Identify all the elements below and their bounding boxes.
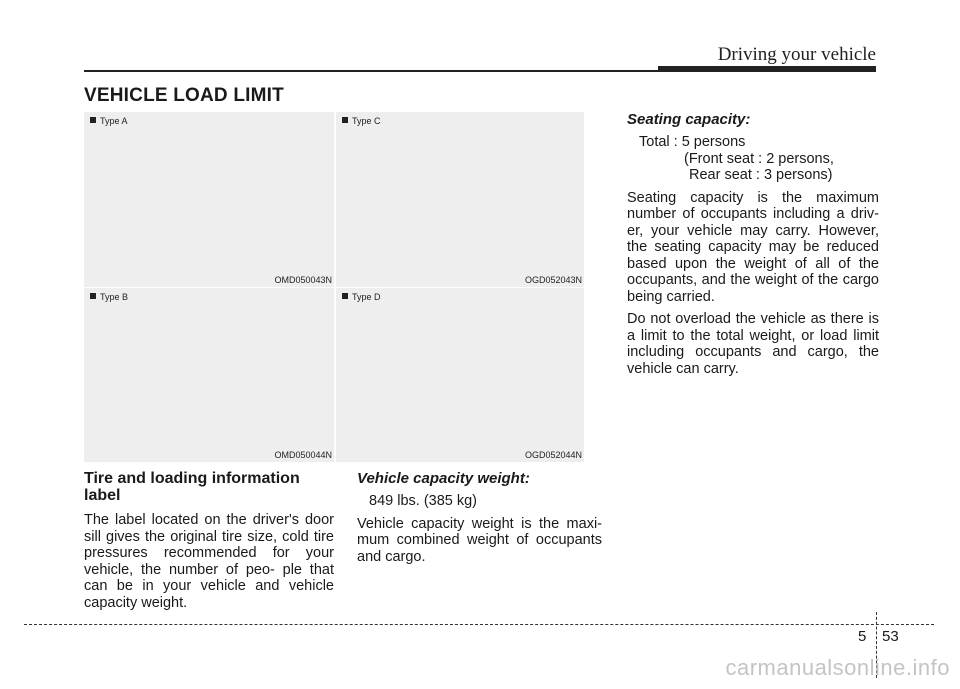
- seating-rear: Rear seat : 3 persons): [689, 167, 833, 183]
- left-column: [84, 470, 334, 611]
- capacity-weight-value: 849 lbs. (385 kg): [369, 493, 478, 509]
- capacity-weight-body: Vehicle capacity weight is the maxi- mum combined weight of occupants and cargo.: [357, 515, 602, 565]
- seating-total: Total : 5 persons: [639, 134, 746, 150]
- header-rule-accent: [658, 66, 876, 72]
- image-panel-type-b: [84, 288, 334, 462]
- seating-front: (Front seat : 2 persons,: [684, 150, 834, 167]
- right-column: [627, 111, 879, 377]
- square-bullet-icon: [90, 117, 96, 123]
- running-header: Driving your vehicle: [717, 44, 876, 65]
- footer-dashed-rule: [24, 624, 934, 625]
- panel-code: OMD050043N: [274, 275, 332, 285]
- panel-code: OMD050044N: [274, 450, 332, 460]
- tire-label-body: The label located on the driver's door sill gives the original tire size, cold tire pressures recommended for your vehicle, the number of peo- ple that can be in your vehicle and vehicle capacity weight.: [84, 512, 334, 611]
- seating-capacity-heading: Seating capacity:: [627, 111, 751, 128]
- panel-type-label: Type A: [100, 116, 128, 126]
- seating-para-2: Do not overload the vehicle as there is a limit to the total weight, or load limit including occupants and cargo, the vehicle can carry.: [627, 311, 879, 377]
- square-bullet-icon: [342, 293, 348, 299]
- image-panel-type-a: [84, 112, 334, 287]
- panel-type-label: Type B: [100, 292, 129, 302]
- section-title: VEHICLE LOAD LIMIT: [84, 85, 284, 106]
- chapter-number: 5: [858, 628, 867, 645]
- watermark: carmanualsonline.info: [725, 655, 950, 680]
- page-number: 53: [882, 628, 899, 645]
- square-bullet-icon: [90, 293, 96, 299]
- header-rule: [84, 70, 660, 72]
- capacity-weight-heading: Vehicle capacity weight:: [357, 470, 530, 487]
- panel-type-label: Type C: [352, 116, 381, 126]
- panel-code: OGD052043N: [524, 275, 582, 285]
- seating-para-1: Seating capacity is the maximum number of occupants including a driv- er, your vehicle may carry. However, the seating capacity may be reduced based upon the weight of all of the occupants, and the weight of the cargo being carried.: [627, 189, 879, 305]
- square-bullet-icon: [342, 117, 348, 123]
- middle-column: [357, 470, 602, 565]
- tire-label-heading: Tire and loading information label: [84, 470, 300, 504]
- image-panel-type-c: [336, 112, 584, 287]
- image-panel-type-d: [336, 288, 584, 462]
- panel-type-label: Type D: [352, 292, 381, 302]
- panel-code: OGD052044N: [524, 450, 582, 460]
